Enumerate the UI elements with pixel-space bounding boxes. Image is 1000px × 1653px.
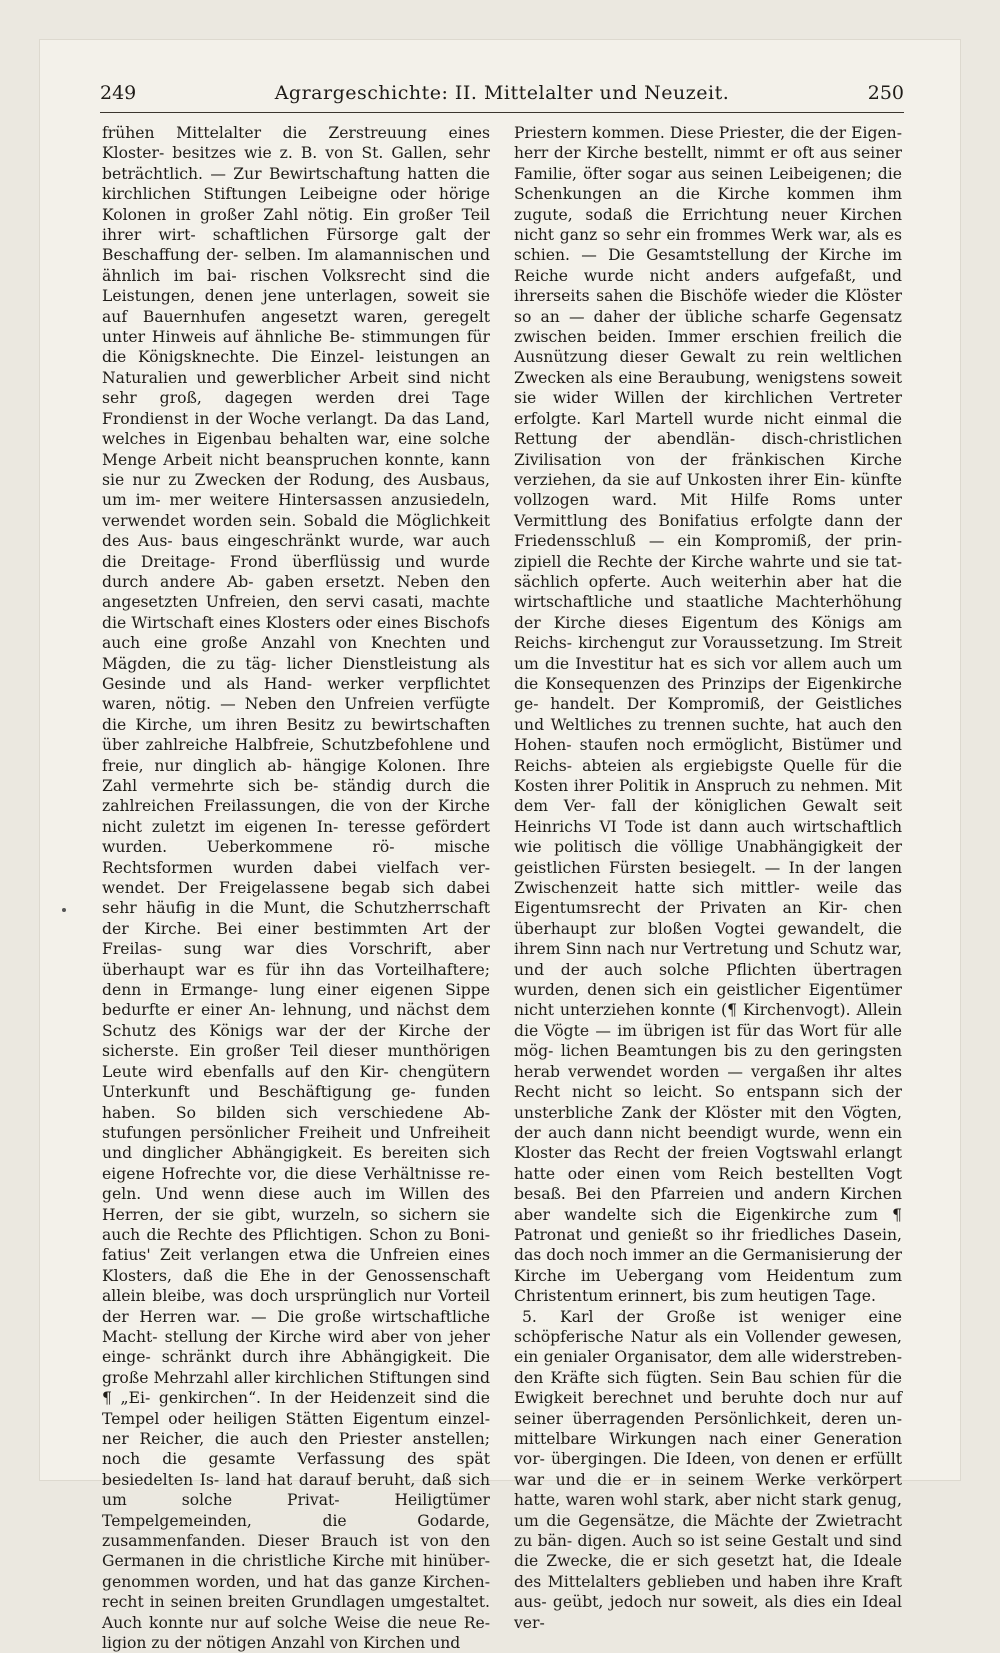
right-column-paragraph-2: 5. Karl der Große ist weniger eine schöpferische Natur als ein Vollender gewesen, ein genialer Organisator, dem alle widerstreben- den Kräfte sich fügten. Sein Bau schien für die Ewigkeit berechnet und beruhte doch nur auf seiner überragenden Persönlichkeit, deren un- mittelbare Wirkungen nach einer Generation vor- übergingen. Die Ideen, von denen er erfüllt war und die er in seinem Werke verkörpert hatte, waren wohl stark, aber nicht stark genug, um die Gegensätze, die Mächte der Zwietracht zu bän- digen. Auch so ist seine Gestalt und sind die Zwecke, die er sich gesetzt hat, die Ideale des Mittelalters geblieben und haben ihre Kraft aus- geübt, jedoch nur soweit, als dies ein Ideal ver-: [514, 1307, 902, 1632]
running-title: Agrargeschichte: II. Mittelalter und Neuzeit.: [274, 82, 730, 104]
left-column-text: frühen Mittelalter die Zerstreuung eines Kloster- besitzes wie z. B. von St. Gallen, sehr beträchtlich. — Zur Bewirtschaftung hatten die kirchlichen Stiftungen Leibeigne oder hörige Kolonen in großer Zahl nötig. Ein großer Teil ihrer wirt- schaftlichen Fürsorge galt der Beschaffung der- selben. Im alamannischen und ähnlich im bai- rischen Volksrecht sind die Leistungen, denen jene unterlagen, soweit sie auf Bauernhufen angesetzt waren, geregelt unter Hinweis auf ähnliche Be- stimmungen für die Königsknechte. Die Einzel- leistungen an Naturalien und gewerblicher Arbeit sind nicht sehr groß, dagegen werden drei Tage Frondienst in der Woche verlangt. Da das Land, welches in Eigenbau behalten war, eine solche Menge Arbeit nicht beanspruchen konnte, kann sie nur zu Zwecken der Rodung, des Ausbaus, um im- mer weitere Hintersassen anzusiedeln, verwendet worden sein. Sobald die Möglichkeit des Aus- baus eingeschränkt wurde, war auch die Dreitage- Frond überflüssig und wurde durch andere Ab- gaben ersetzt. Neben den angesetzten Unfreien, den servi casati, machte die Wirtschaft eines Klosters oder eines Bischofs auch eine große Anzahl von Knechten und Mägden, die zu täg- licher Dienstleistung als Gesinde und als Hand- werker verpflichtet waren, nötig. — Neben den Unfreien verfügte die Kirche, um ihren Besitz zu bewirtschaften über zahlreiche Halbfreie, Schutzbefohlene und freie, nur dinglich ab- hängige Kolonen. Ihre Zahl vermehrte sich be- ständig durch die zahlreichen Freilassungen, die von der Kirche nicht zuletzt im eigenen In- teresse gefördert wurden. Ueberkommene rö- mische Rechtsformen wurden dabei vielfach ver- wendet. Der Freigelassene begab sich dabei sehr häufig in die Munt, die Schutzherrschaft der Kirche. Bei einer bestimmten Art der Freilas- sung war dies Vorschrift, aber überhaupt war es für ihn das Vorteilhaftere; denn in Ermange- lung einer eigenen Sippe bedurfte er einer An- lehnung, und nächst dem Schutz des Königs war der der Kirche der sicherste. Ein großer Teil dieser munthörigen Leute wird ebenfalls auf den Kir- chengütern Unterkunft und Beschäftigung ge- funden haben. So bilden sich verschiedene Ab- stufungen persönlicher Freiheit und Unfreiheit und dinglicher Abhängigkeit. Es bereiten sich eigene Hofrechte vor, die diese Verhältnisse re- geln. Und wenn diese auch im Willen des Herren, der sie gibt, wurzeln, so sichern sie auch die Rechte des Pflichtigen. Schon zu Boni- fatius' Zeit verlangen etwa die Unfreien eines Klosters, daß die Ehe in der Genossenschaft allein bleibe, was doch ursprünglich nur Vorteil der Herren war. — Die große wirtschaftliche Macht- stellung der Kirche wird aber von jeher einge- schränkt durch ihre Abhängigkeit. Die große Mehrzahl aller kirchlichen Stiftungen sind ¶ „Ei- genkirchen“. In der Heidenzeit sind die Tempel oder heiligen Stätten Eigentum einzel- ner Reicher, die auch den Priester anstellen; noch die gesamte Verfassung des spät besiedelten Is- land hat darauf beruht, daß sich um solche Privat- Heiligtümer Tempelgemeinden, die Godarde, zusammenfanden. Dieser Brauch ist von den Germanen in die christliche Kirche mit hinüber- genommen worden, und hat das ganze Kirchen- recht in seinen breiten Grundlagen umgestaltet. Auch konnte nur auf solche Weise die neue Re- ligion zu der nötigen Anzahl von Kirchen und: [102, 124, 490, 1653]
page-number-left: 249: [100, 82, 137, 104]
margin-speck: [62, 908, 66, 912]
page-number-right: 250: [867, 82, 904, 104]
right-column: [514, 123, 902, 1633]
header-rule: [100, 112, 904, 113]
left-column: [102, 123, 490, 1653]
right-column-paragraph-1: Priestern kommen. Diese Priester, die der Eigen- herr der Kirche bestellt, nimmt er oft aus seiner Familie, öfter sogar aus seinen Leibeigenen; die Schenkungen an die Kirche kommen ihm zugute, sodaß die Errichtung neuer Kirchen nicht ganz so sehr ein frommes Werk war, als es schien. — Die Gesamtstellung der Kirche im Reiche wurde nicht anders aufgefaßt, und ihrerseits sahen die Bischöfe wieder die Klöster so an — daher der übliche scharfe Gegensatz zwischen beiden. Immer erschien freilich die Ausnützung dieser Gewalt zu rein weltlichen Zwecken als eine Beraubung, wenigstens soweit sie wider Willen der kirchlichen Vertreter erfolgte. Karl Martell wurde nicht einmal die Rettung der abendlän- disch-christlichen Zivilisation von der fränkischen Kirche verziehen, da sie auf Unkosten ihrer Ein- künfte vollzogen ward. Mit Hilfe Roms unter Vermittlung des Bonifatius erfolgte dann der Friedensschluß — ein Kompromiß, der prin- zipiell die Rechte der Kirche wahrte und sie tat- sächlich opferte. Auch weiterhin aber hat die wirtschaftliche und staatliche Machterhöhung der Kirche dieses Eigentum des Königs am Reichs- kirchengut zur Voraussetzung. Im Streit um die Investitur hat es sich vor allem auch um die Konsequenzen des Prinzips der Eigenkirche ge- handelt. Der Kompromiß, der Geistliches und Weltliches zu trennen suchte, hat auch den Hohen- staufen noch ermöglicht, Bistümer und Reichs- abteien als ergiebigste Quelle für die Kosten ihrer Politik in Anspruch zu nehmen. Mit dem Ver- fall der königlichen Gewalt seit Heinrichs VI Tode ist dann auch wirtschaftlich wie politisch die völlige Unabhängigkeit der geistlichen Fürsten besiegelt. — In der langen Zwischenzeit hatte sich mittler- weile das Eigentumsrecht der Privaten an Kir- chen überhaupt zur bloßen Vogtei gewandelt, die ihrem Sinn nach nur Vertretung und Schutz war, und der auch solche Pflichten übertragen wurden, denen sich ein geistlicher Eigentümer nicht unterziehen konnte (¶ Kirchenvogt). Allein die Vögte — im übrigen ist für das Wort für alle mög- lichen Beamtungen bis zu den geringsten herab verwendet worden — vergaßen ihr altes Recht nicht so leicht. So entspann sich der unsterbliche Zank der Klöster mit den Vögten, der auch dann nicht beendigt wurde, wenn ein Kloster das Recht der freien Vogtswahl erlangt hatte oder einen vom Reich bestellten Vogt besaß. Bei den Pfarreien und andern Kirchen aber wandelte sich die Eigenkirche zum ¶ Patronat und genießt so ihr friedliches Dasein, das doch noch immer an die Germanisierung der Kirche im Uebergang vom Heidentum zum Christentum erinnert, bis zum heutigen Tage.: [514, 124, 902, 1306]
page-header: [100, 78, 904, 110]
